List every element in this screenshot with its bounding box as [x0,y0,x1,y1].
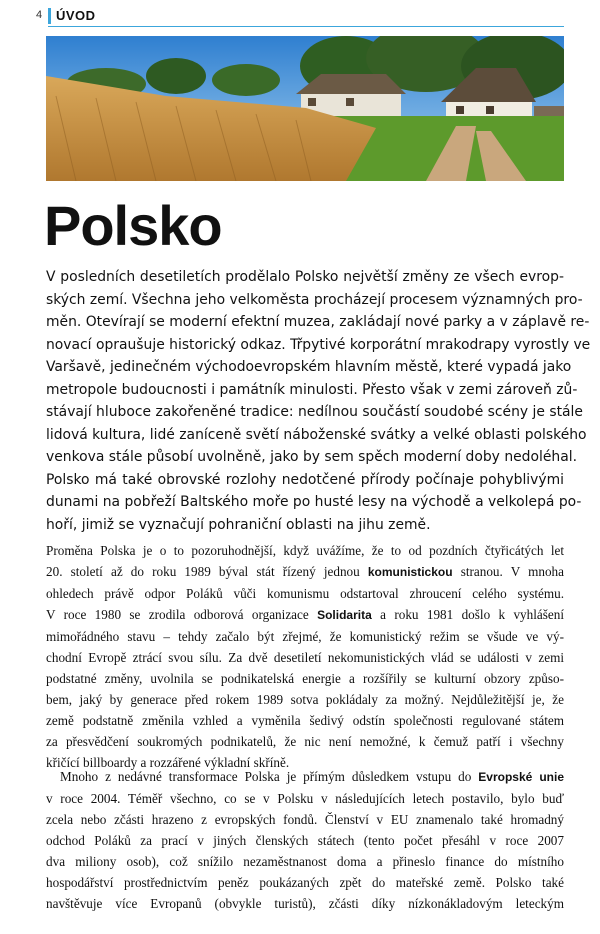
lead-line: novací opraušuje historický odkaz. Třpytivé korporátní mrakodrapy vyrostly ve [46,336,591,353]
lead-line: hoří, jimiž se vyznačují pohraniční oblasti na jihu země. [46,516,431,533]
body-line: ohledech právě odpor Poláků vůči komunismu odstartoval zhroucení celého systému. [46,586,564,601]
hero-photo [46,36,564,181]
body-line: dva miliony osob), což snížilo nezaměstnanost doma a přineslo finance do místního [46,854,564,869]
body-line [46,604,564,626]
body-line: podstatné změny, uvolnila se podnikatelská energie a rozšířily se kulturní obzory způso- [46,671,564,686]
lead-line: metropole budoucnosti i památník minulosti. Přesto však v zemi zároveň zů- [46,381,578,398]
body-line: bem, jaký by generace před rokem 1989 sotva pokládaly za možný. Nejdůležitější je, že [46,692,564,707]
body-line: zcela nebo zčásti hrazeno z evropských fondů. Členství v EU znamenalo také hromadný [46,812,564,827]
body-text: a roku 1981 došlo k vyhlášení [371,607,565,622]
body-line: v roce 2004. Téměř všechno, co se v Polsku v následujících letech postavilo, bylo buď [46,791,564,806]
body-text: stranou. V mnoha [452,564,564,579]
lead-line: měn. Otevírají se moderní efektní muzea, zakládají nové parky a v záplavě re- [46,314,590,330]
page-number: 4 [36,9,43,21]
header-accent-bar [48,8,51,24]
lead-line: ských zemí. Všechna jeho velkoměsta procházejí procesem významných pro- [46,291,583,308]
lead-line: Varšavě, jedinečném východoevropském hlavním městě, které vypadá jako [46,359,572,375]
body-line: křičící billboardy a rozzářené výkladní skříně. [46,755,290,770]
body-line: odchod Poláků za prací v jiných členských státech (tento počet přesáhl v roce 2007 [46,833,564,848]
lead-line: lidová kultura, lidé zaníceně světí náboženské svátky a velké oblasti polského [46,426,587,443]
body-line [46,561,564,583]
body-line: hospodářství prostřednictvím peněz poukázaných zpět do mateřské země. Polsko také [46,875,564,890]
body-line: chodní Evropě ztrácí svou sílu. Za dvě desetiletí nekomunistických vlád se události v zemi [46,650,564,665]
section-title: ÚVOD [56,8,96,23]
header-rule [48,26,564,27]
keyword-solidarita: Solidarita [317,608,372,622]
body-line: země podstatně změnila vzhled a vyměnila šedivý odstín společnosti regulované státem [46,713,564,728]
lead-line: dunami na pobřeží Baltského moře po husté lesy na východě a velkolepá po- [46,494,582,510]
body-line [46,766,564,788]
lead-paragraph [46,266,591,536]
lead-line: stávají hluboce zakořeněné tradice: nedílnou součástí soudobé scény je stále [46,404,583,420]
body-line: za přesvědčení soukromých podnikatelů, že nic není nemožné, k čemuž patří i všechny [46,734,564,749]
running-header [36,6,564,26]
lead-line: venkova stále působí uvolněně, jako by sem spěch moderní doby nedoléhal. [46,449,577,465]
keyword-komunistickou: komunistickou [367,565,453,579]
body-text: Mnoho z nedávné transformace Polska je přímým důsledkem vstupu do [60,769,479,784]
body-text: 20. století až do roku 1989 býval stát řízený jednou [46,564,368,579]
hero-photo-illustration [46,36,564,181]
body-paragraph-1 [46,540,564,773]
body-line: navštěvuje více Evropanů (obvykle turistů), zčásti díky nízkonákladovým leteckým [46,896,564,911]
page-title: Polsko [44,194,222,257]
body-line: mimořádného stavu – tehdy začalo být zřejmé, že komunistický režim se všude ve vý- [46,629,564,644]
body-paragraph-2 [46,766,564,914]
keyword-evropske-unie: Evropské unie [478,770,564,784]
lead-line: Polsko má také obrovské rozlohy nedotčené přírody počínaje pohyblivými [46,471,564,488]
lead-line: V posledních desetiletích prodělalo Polsko největší změny ze všech evrop- [46,269,564,285]
body-text: V roce 1980 se zrodila odborová organizace [46,607,318,622]
body-line: Proměna Polska je o to pozoruhodnější, když uvážíme, že to od pozdních čtyřicátých let [46,543,564,558]
